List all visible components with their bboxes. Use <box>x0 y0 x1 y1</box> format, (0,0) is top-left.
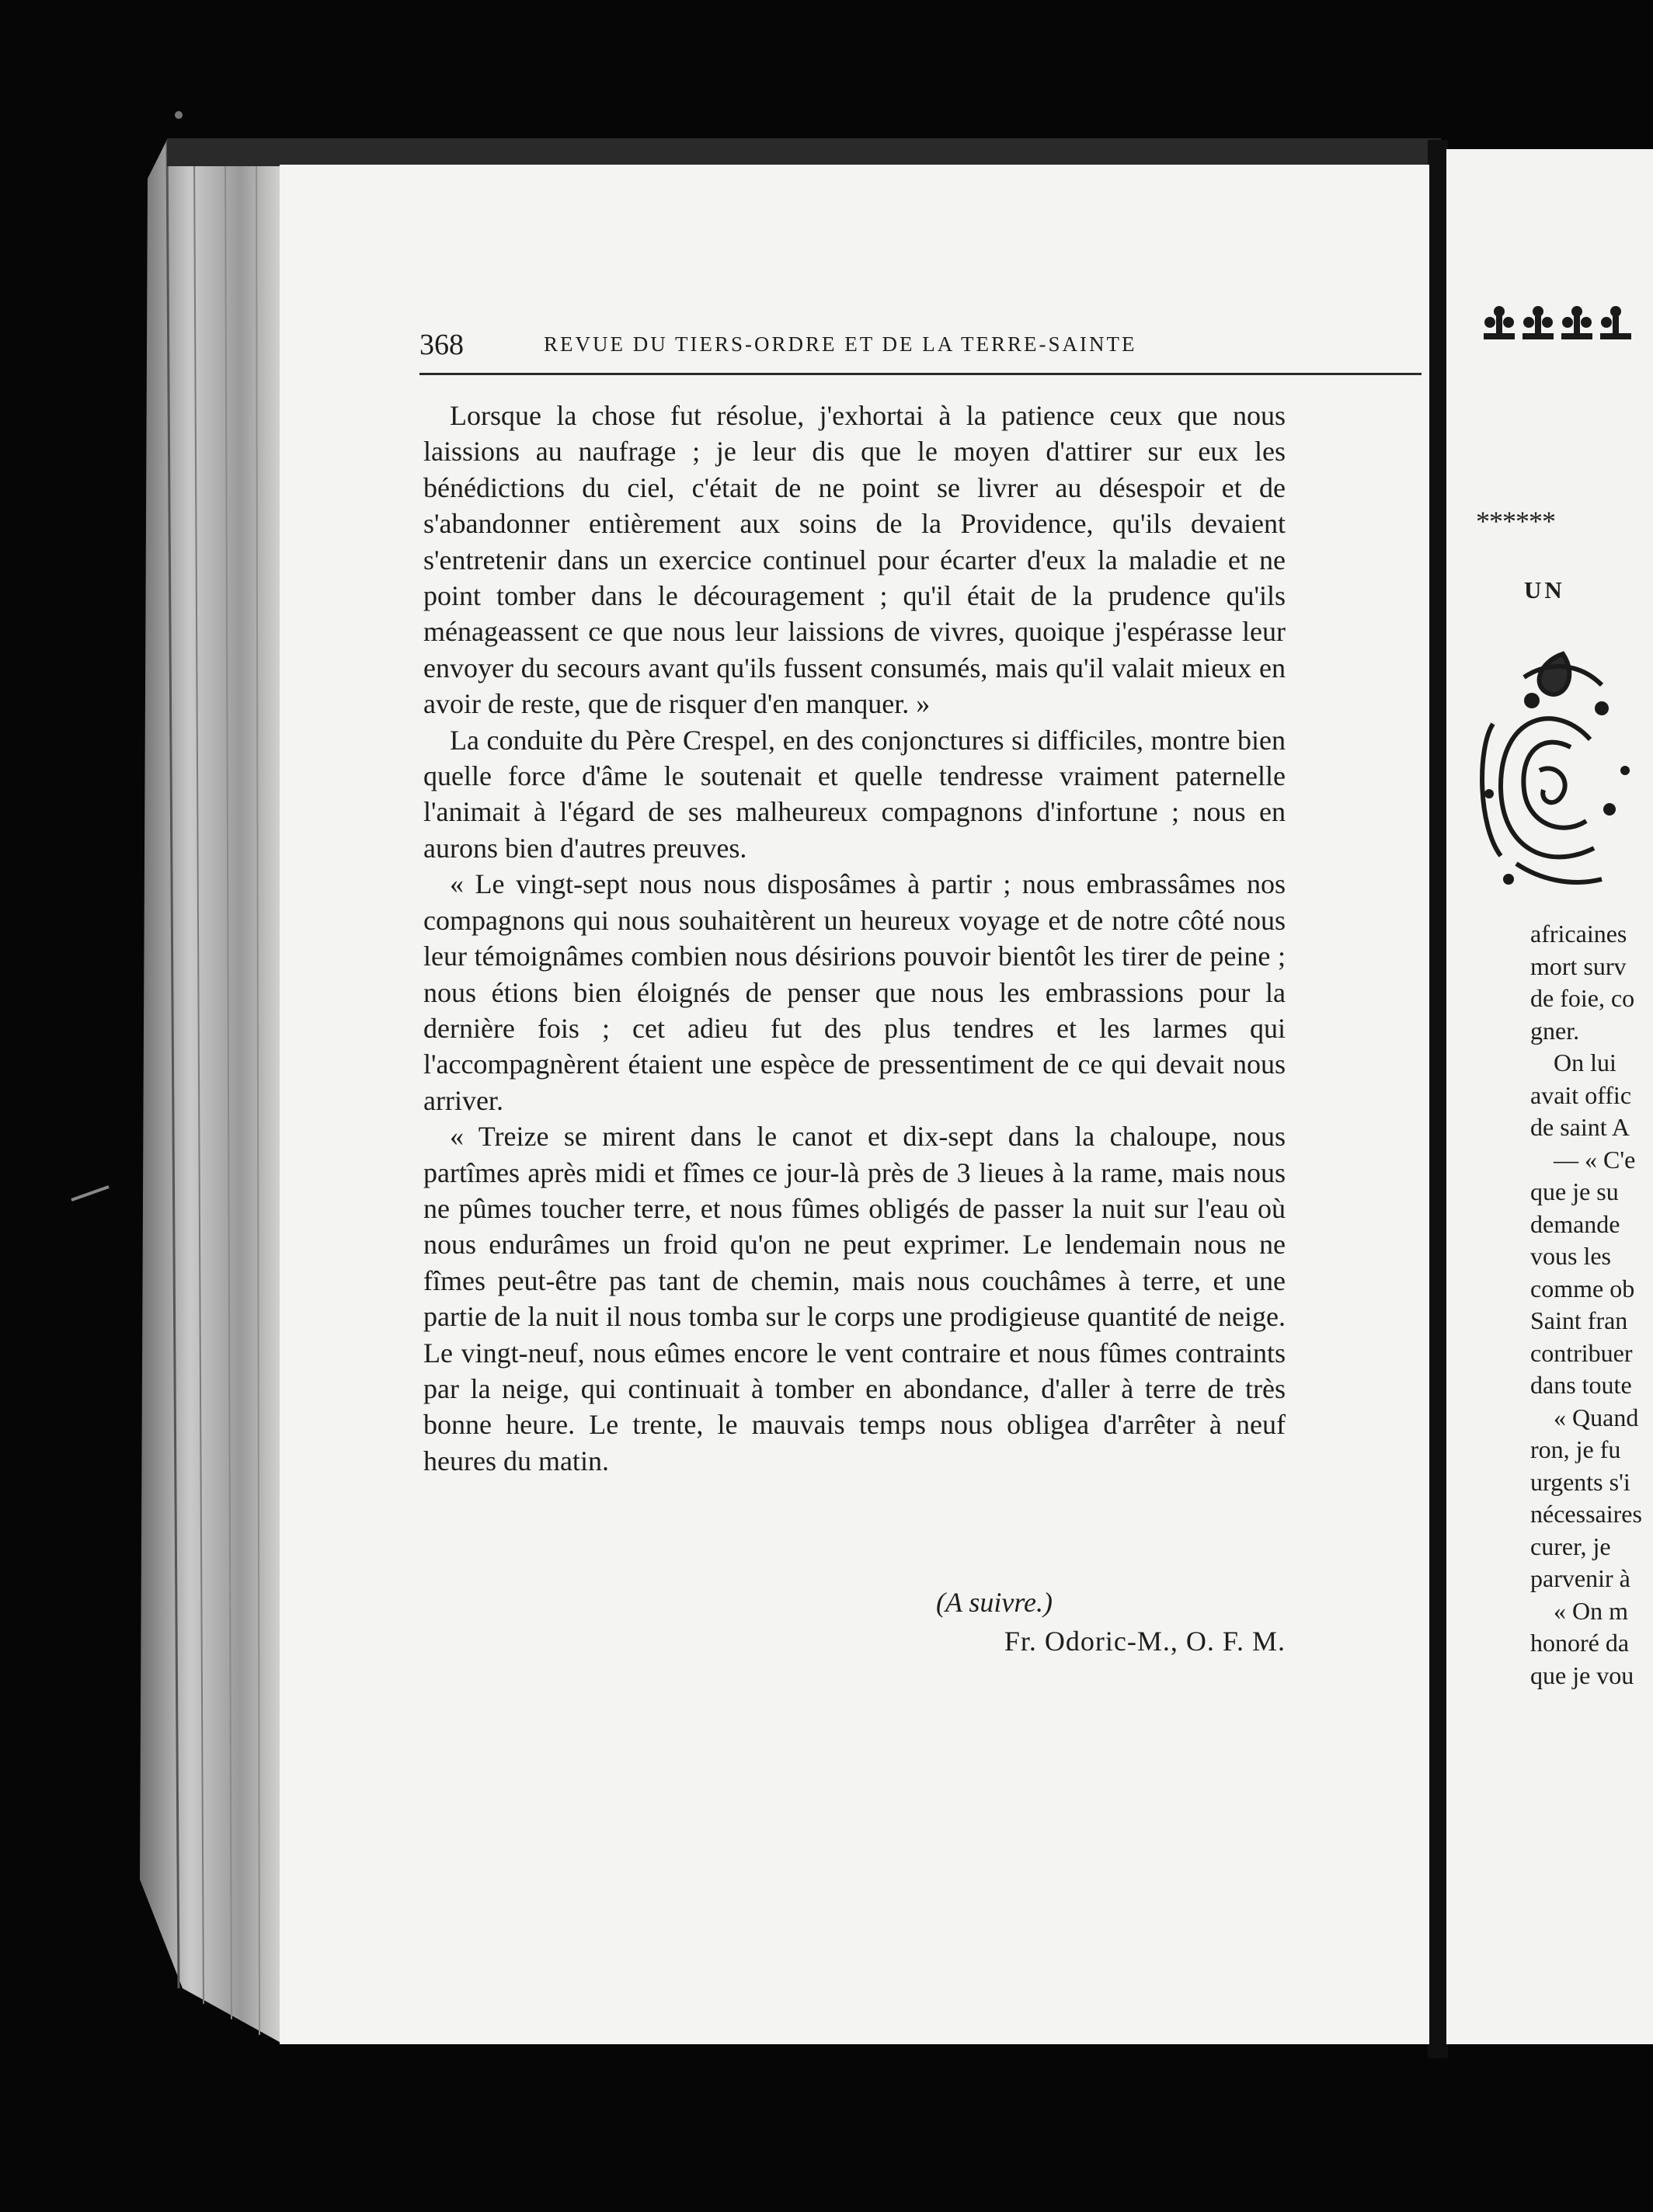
ornament-band-icon <box>1482 301 1653 347</box>
to-be-continued: (A suivre.) <box>936 1587 1053 1618</box>
section-heading-fragment: UN <box>1524 576 1565 603</box>
gutter <box>1428 140 1448 2058</box>
paragraph: « Le vingt-sept nous nous disposâmes à partir ; nous embrassâmes nos compagnons qui nous souhaitèrent un heureux voyage et de notre côté nous leur témoignâmes combien nous désirions pouvoir bientôt les tirer de peine ; nous étions bien éloignés de penser que nous les embrassions pour la dernière fois ; cet adieu fut des plus tendres et les larmes qui l'accompagnèrent étaient une espèce de pressentiment de ce qui devait nous arriver. <box>423 868 1286 1116</box>
text-line: mort surv <box>1530 951 1627 980</box>
text-line: On lui <box>1554 1049 1616 1076</box>
right-page <box>1446 149 1653 2044</box>
text-line: dans toute <box>1530 1371 1632 1399</box>
running-title: REVUE DU TIERS-ORDRE ET DE LA TERRE-SAINTE <box>544 332 1137 356</box>
dust-speck <box>175 111 183 119</box>
text-line: honoré da <box>1530 1629 1630 1657</box>
paragraph: Lorsque la chose fut résolue, j'exhortai à la patience ceux que nous laissions au naufrage ; je leur dis que le moyen d'attirer sur eux les bénédictions du ciel, c'était de ne point se livrer au désespoir et de s'abandonner entièrement aux soins de la Providence, qu'ils devaient s'entretenir dans un exercice continuel pour écarter d'eux la maladie et ne point tomber dans le découragement ; qu'il était de la prudence qu'ils ménageassent ce que nous leur laissions de vivres, quoique j'espérasse leur envoyer du secours avant qu'ils fussent consumés, mais qu'il valait mieux en avoir de reste, que de risquer d'en manquer. » <box>423 400 1286 720</box>
top-shadow <box>167 138 1441 166</box>
text-line: urgents s'i <box>1530 1467 1630 1496</box>
text-line: comme ob <box>1530 1274 1635 1303</box>
text-line: Saint fran <box>1530 1306 1628 1334</box>
article-body <box>423 398 1286 1479</box>
text-line: que je vou <box>1530 1661 1634 1689</box>
text-line: « Quand <box>1554 1403 1639 1431</box>
right-page-text <box>1530 918 1653 1692</box>
header-rule <box>419 373 1422 375</box>
text-line: que je su <box>1530 1177 1619 1205</box>
text-line: ron, je fu <box>1530 1435 1621 1463</box>
signature-block <box>423 1586 1286 1671</box>
page-header <box>419 328 1422 374</box>
text-line: parvenir à <box>1530 1564 1630 1592</box>
text-line: de foie, co <box>1530 984 1635 1012</box>
text-line: avait offic <box>1530 1080 1632 1109</box>
text-line: nécessaires <box>1530 1500 1642 1528</box>
text-line: « On m <box>1554 1596 1628 1625</box>
paragraph: La conduite du Père Crespel, en des conjonctures si difficiles, montre bien quelle force d'âme le soutenait et quelle tendresse vraiment paternelle l'animait à l'égard de ses malheureux compagnons d'infortune ; nous en aurons bien d'autres preuves. <box>423 724 1286 864</box>
dust-mark <box>71 1187 109 1200</box>
author-signature: Fr. Odoric-M., O. F. M. <box>1004 1626 1286 1657</box>
text-line: curer, je <box>1530 1532 1611 1560</box>
page-number: 368 <box>419 329 464 361</box>
paragraph: « Treize se mirent dans le canot et dix-sept dans la chaloupe, nous partîmes après midi et fîmes ce jour-là près de 3 lieues à la rame, mais nous ne pûmes toucher terre, et nous fûmes obligés de passer la nuit sur l'eau où nous endurâmes un froid qu'on ne peut exprimer. Le lendemain nous ne fîmes peut-être pas tant de chemin, mais nous couchâmes à terre, et une partie de la nuit il nous tomba sur le corps une prodigieuse quantité de neige. Le vingt-neuf, nous eûmes encore le vent contraire et nous fûmes contraints par la neige, qui continuait à tomber en abondance, d'aller à terre de très bonne heure. Le trente, le mauvais temps nous obligea d'arrêter à neuf heures du matin. <box>423 1121 1286 1476</box>
left-page <box>280 165 1429 2044</box>
text-line: vous les <box>1530 1242 1611 1270</box>
text-line: — « C'e <box>1554 1145 1636 1174</box>
text-line: africaines <box>1530 920 1627 948</box>
ornate-drop-cap-icon <box>1446 631 1653 903</box>
book-page-edges <box>140 140 284 2044</box>
star-divider: ****** <box>1476 506 1555 537</box>
text-line: de saint A <box>1530 1113 1630 1141</box>
text-line: demande <box>1530 1209 1620 1238</box>
text-line: contribuer <box>1530 1338 1633 1367</box>
text-line: gner. <box>1530 1016 1580 1045</box>
